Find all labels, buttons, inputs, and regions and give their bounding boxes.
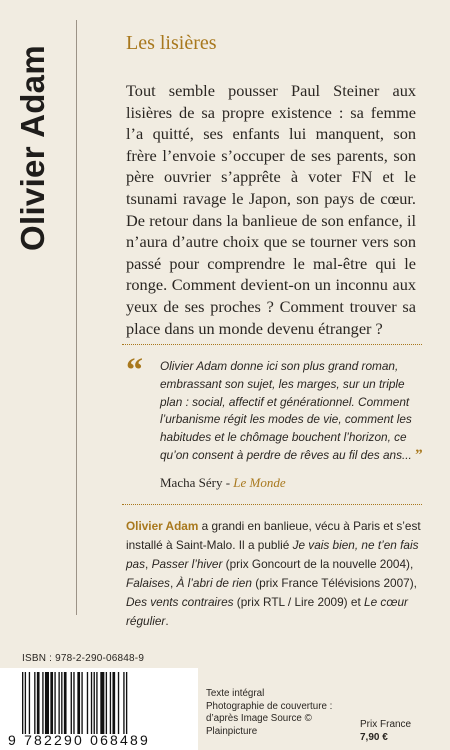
- credits-line: Texte intégral: [206, 688, 265, 699]
- credits-line: Photographie de couverture :: [206, 700, 333, 712]
- credits: [206, 688, 346, 738]
- barcode-bar: [42, 672, 43, 734]
- barcode-bar: [123, 672, 124, 734]
- barcode-bar: [77, 672, 80, 734]
- bio-work: Je vais bien, ne t’en fais pas: [126, 538, 419, 571]
- credits-line: d’après Image Source © Plainpicture: [206, 713, 312, 737]
- author-name: Olivier Adam: [14, 44, 52, 251]
- publication-name: Le Monde: [233, 475, 286, 490]
- barcode-bar: [110, 672, 111, 734]
- barcode-bar: [54, 672, 55, 734]
- bio-text: .: [165, 614, 169, 628]
- bio-work: Falaises: [126, 576, 170, 590]
- barcode-bar: [106, 672, 107, 734]
- isbn-number: ISBN : 978-2-290-06848-9: [22, 653, 145, 664]
- barcode-bar: [100, 672, 104, 734]
- bio-author-name: Olivier Adam: [126, 519, 199, 533]
- bio-work: À l’abri de rien: [176, 576, 252, 590]
- critic-name: Macha Séry: [160, 475, 223, 490]
- close-quote-icon: ”: [415, 446, 423, 463]
- source-separator: -: [222, 475, 234, 490]
- barcode-digits: 9 782290 068489: [8, 732, 150, 748]
- barcode-bar: [73, 672, 74, 734]
- bio-text: ,: [145, 557, 152, 571]
- barcode-bar: [91, 672, 92, 734]
- spine-author: [2, 40, 64, 255]
- barcode-bar: [50, 672, 53, 734]
- open-quote-icon: “: [126, 352, 143, 389]
- barcode-bar: [45, 672, 49, 734]
- barcode-bar: [58, 672, 59, 734]
- review-quote: [160, 358, 424, 465]
- dotted-separator-top: [122, 344, 422, 345]
- dotted-separator-bottom: [122, 504, 422, 505]
- review-source: [160, 475, 286, 491]
- author-bio: [126, 517, 426, 631]
- bio-text: (prix France Télévisions 2007),: [251, 576, 417, 590]
- price-label: Prix France: [360, 719, 412, 730]
- barcode-bar: [64, 672, 67, 734]
- vertical-divider: [76, 20, 77, 615]
- synopsis: Tout semble pousser Paul Steiner aux lisières de sa propre existence : sa femme l’a quitté, ses enfants lui manquent, son frère l’envoie s’occuper de ses parents, son père ouvrier s’apprête à voter FN et le tsunami ravage le Japon, son pays de cœur. De retour dans la banlieue de son enfance, il n’aura d’autre choix que se tourner vers son passé pour comprendre le mal-être qui le ronge. Comment devient-on un inconnu aux yeux de ses proches ? Comment trouver sa place dans un monde devenu étranger ?: [126, 81, 416, 338]
- barcode-bar: [96, 672, 97, 734]
- barcode-bar: [126, 672, 127, 734]
- barcode-bar: [81, 672, 82, 734]
- bio-text: ,: [169, 576, 177, 590]
- bio-text: (prix RTL / Lire 2009) et: [233, 595, 365, 609]
- barcode-bar: [112, 672, 115, 734]
- price-value: 7,90 €: [360, 732, 388, 743]
- bio-text: (prix Goncourt de la nouvelle 2004),: [222, 557, 414, 571]
- book-title: Les lisières: [126, 32, 217, 54]
- barcode-bar: [34, 672, 35, 734]
- bio-text: a grandi en banlieue, vécu à Paris et s’est installé à Saint-Malo. Il a publié: [126, 519, 421, 552]
- barcode-bar: [22, 672, 23, 734]
- barcode-bar: [37, 672, 40, 734]
- review-text: Olivier Adam donne ici son plus grand roman, embrassant son sujet, les marges, sur un triple plan : social, affectif et générationnel. Comment l’urbanisme régit les modes de vie, comment les habitudes et le chômage bouchent l’horizon, ce qu’on consent à perdre de rêves au fil des ans...: [160, 359, 412, 462]
- barcode-bar: [25, 672, 26, 734]
- barcode-bar: [29, 672, 30, 734]
- bio-work: Passer l’hiver: [151, 557, 223, 571]
- bio-work: Le cœur régulier: [126, 595, 408, 628]
- barcode-icon: [20, 672, 180, 734]
- barcode-bar: [61, 672, 62, 734]
- price-block: [360, 718, 411, 744]
- bio-work: Des vents contraires: [126, 595, 234, 609]
- barcode-bar: [71, 672, 72, 734]
- barcode-bar: [94, 672, 95, 734]
- barcode-bar: [118, 672, 119, 734]
- barcode-bar: [87, 672, 88, 734]
